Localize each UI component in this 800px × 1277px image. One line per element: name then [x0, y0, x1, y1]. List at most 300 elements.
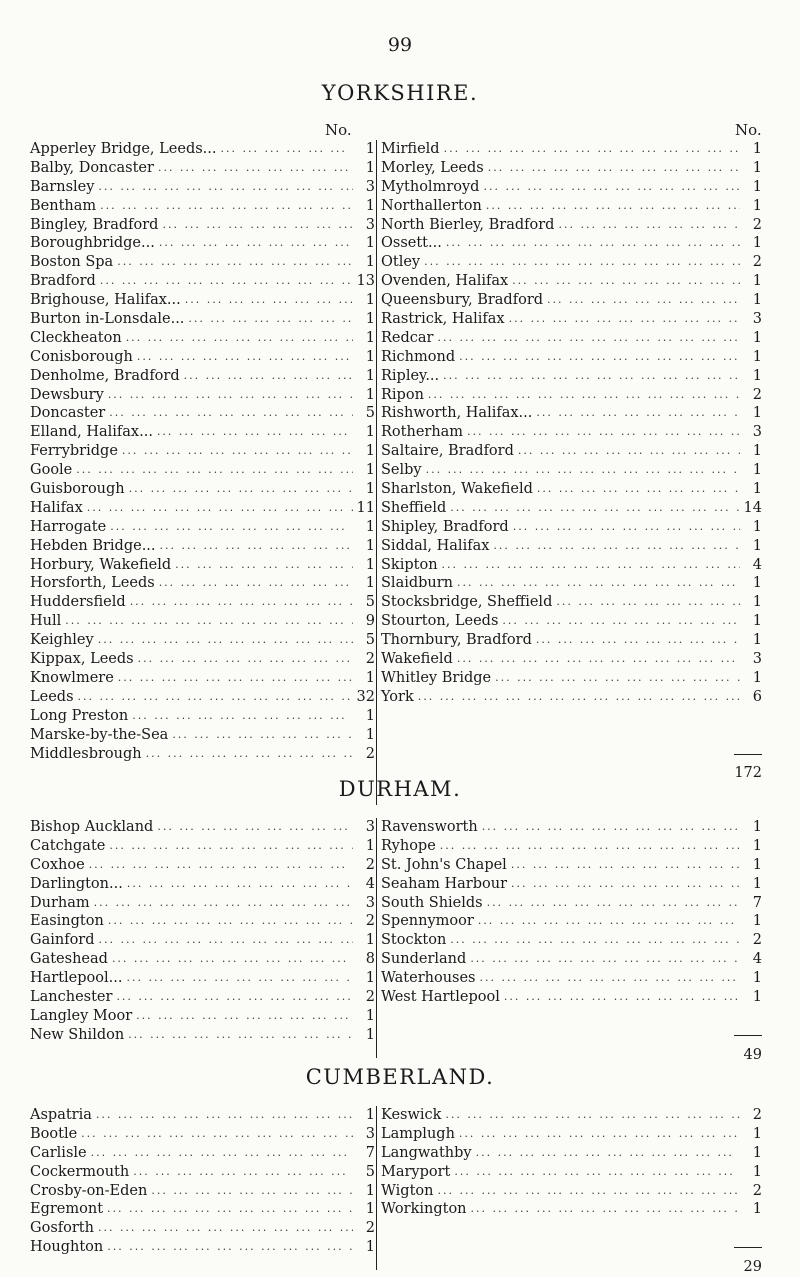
place-name: Queensbury, Bradford [381, 292, 544, 309]
count-value: 1 [752, 819, 762, 835]
leader-dots [94, 631, 353, 650]
place-name: Lanchester [30, 989, 113, 1006]
count-value: 2 [752, 386, 762, 403]
list-item [30, 499, 375, 518]
list-item [30, 1007, 375, 1026]
leader-dots [505, 310, 740, 329]
leader-dots [472, 1144, 740, 1163]
list-item [30, 631, 375, 650]
list-item [30, 159, 375, 178]
list-item [381, 442, 762, 461]
count-value: 7 [365, 1144, 375, 1161]
count-value: 1 [365, 159, 375, 176]
leader-dots [132, 1007, 353, 1026]
list-item [381, 423, 762, 442]
section-yorkshire [0, 78, 800, 782]
count-value: 3 [365, 1125, 375, 1142]
place-name: Workington [381, 1201, 467, 1218]
leader-dots [450, 1163, 740, 1182]
list-item [381, 556, 762, 575]
list-item [381, 291, 762, 310]
list-item [30, 1182, 375, 1201]
place-name: Cleckheaton [30, 329, 122, 346]
leader-dots [153, 818, 353, 837]
list-item [381, 574, 762, 593]
list-item [30, 1144, 375, 1163]
leader-dots [455, 1125, 740, 1144]
place-name: Thornbury, Bradford [381, 632, 532, 649]
leader-dots [476, 969, 741, 988]
list-item [381, 631, 762, 650]
list-item [381, 234, 762, 253]
list-item [381, 894, 762, 913]
list-item [30, 1125, 375, 1144]
place-name: Bishop Auckland [30, 819, 154, 835]
right-column [381, 140, 762, 783]
count-value: 1 [752, 518, 762, 535]
leader-dots [142, 745, 353, 764]
leader-dots [533, 480, 740, 499]
place-name: Carlisle [30, 1144, 87, 1161]
count-value: 1 [752, 159, 762, 176]
page-number: 99 [387, 34, 413, 56]
place-name: Aspatria [30, 1107, 92, 1123]
count-value: 1 [752, 613, 762, 630]
list-item [30, 745, 375, 764]
total-rule [381, 1238, 762, 1257]
leader-dots [422, 461, 740, 480]
place-name: Horbury, Wakefield [30, 556, 172, 573]
place-name: Langley Moor [30, 1007, 133, 1024]
list-item [381, 386, 762, 405]
place-name: Egremont [30, 1201, 104, 1218]
list-item [30, 612, 375, 631]
leader-dots [433, 329, 740, 348]
section-durham [0, 774, 800, 1063]
list-item [381, 912, 762, 931]
count-value: 1 [752, 443, 762, 460]
section-total: 49 [743, 1046, 762, 1063]
place-name: Coxhoe [30, 856, 85, 873]
place-name: Shipley, Bradford [381, 518, 509, 535]
list-item [381, 461, 762, 480]
list-item [30, 291, 375, 310]
leader-dots [424, 386, 740, 405]
leader-dots [87, 1144, 353, 1163]
count-value: 1 [752, 273, 762, 290]
place-name: Sheffield [381, 499, 447, 516]
place-name: Crosby-on-Eden [30, 1182, 148, 1199]
count-value: 5 [365, 594, 375, 611]
count-value: 2 [365, 745, 375, 762]
list-item [30, 1200, 375, 1219]
count-value: 1 [752, 405, 762, 422]
count-value: 1 [365, 367, 375, 384]
count-value: 1 [752, 367, 762, 384]
spacer [381, 1219, 762, 1238]
list-item [381, 1200, 762, 1219]
count-value: 2 [365, 651, 375, 668]
place-name: Rishworth, Halifax... [381, 405, 533, 422]
count-value: 1 [752, 178, 762, 195]
count-value: 1 [365, 141, 375, 157]
list-item [381, 1106, 762, 1125]
count-value: 1 [752, 481, 762, 498]
place-name: Marske-by-the-Sea [30, 726, 169, 743]
place-name: Keighley [30, 632, 94, 649]
place-name: Bootle [30, 1125, 78, 1142]
count-value: 1 [365, 329, 375, 346]
list-item [381, 688, 762, 707]
list-item [30, 1238, 375, 1257]
count-value: 1 [752, 575, 762, 592]
list-item [30, 442, 375, 461]
leader-dots [514, 442, 740, 461]
leader-dots [118, 442, 353, 461]
place-name: Leeds [30, 688, 74, 705]
count-value: 1 [365, 669, 375, 686]
place-name: Spennymoor [381, 913, 474, 930]
count-value: 1 [752, 1144, 762, 1161]
list-item [30, 688, 375, 707]
count-value: 2 [365, 856, 375, 873]
count-value: 3 [365, 894, 375, 911]
count-value: 1 [365, 932, 375, 949]
column-divider [376, 1106, 377, 1270]
place-name: Guisborough [30, 481, 125, 498]
leader-dots [108, 950, 353, 969]
count-value: 5 [365, 632, 375, 649]
total-rule [381, 745, 762, 764]
list-item [30, 707, 375, 726]
leader-dots [113, 253, 353, 272]
count-value: 2 [365, 913, 375, 930]
count-value: 1 [365, 424, 375, 441]
list-item [381, 348, 762, 367]
leader-dots [414, 688, 740, 707]
leader-dots [105, 404, 353, 423]
list-item [381, 950, 762, 969]
count-value: 4 [752, 556, 762, 573]
count-value: 2 [365, 989, 375, 1006]
right-column [381, 818, 762, 1065]
place-name: Ferrybridge [30, 443, 118, 460]
list-item [30, 178, 375, 197]
place-name: St. John's Chapel [381, 856, 507, 873]
place-name: Sharlston, Wakefield [381, 481, 533, 498]
list-item [381, 612, 762, 631]
list-item [381, 404, 762, 423]
count-value: 1 [752, 197, 762, 214]
place-name: Huddersfield [30, 594, 126, 611]
leader-dots [217, 140, 354, 159]
count-value: 1 [365, 726, 375, 743]
place-name: Bradford [30, 273, 96, 290]
count-value: 3 [365, 819, 375, 835]
count-value: 1 [365, 1239, 375, 1256]
leader-dots [491, 669, 740, 688]
leader-dots [171, 556, 353, 575]
list-item [381, 650, 762, 669]
leader-dots [155, 234, 353, 253]
list-item [30, 912, 375, 931]
list-item [381, 140, 762, 159]
place-name: Sunderland [381, 951, 467, 968]
leader-dots [154, 159, 353, 178]
list-item [30, 593, 375, 612]
count-value: 8 [365, 951, 375, 968]
count-value: 1 [752, 462, 762, 479]
leader-dots [114, 669, 353, 688]
place-name: Selby [381, 462, 422, 479]
leader-dots [104, 386, 353, 405]
place-name: West Hartlepool [381, 989, 500, 1006]
place-name: Northallerton [381, 197, 482, 214]
leader-dots [128, 707, 353, 726]
list-item [381, 1182, 762, 1201]
count-value: 6 [752, 688, 762, 705]
count-value: 1 [365, 462, 375, 479]
list-item [30, 537, 375, 556]
no-column-header: No. [325, 121, 352, 139]
list-item [30, 931, 375, 950]
leader-dots [455, 348, 740, 367]
place-name: South Shields [381, 894, 483, 911]
column-divider [376, 818, 377, 1058]
count-value: 1 [365, 1026, 375, 1043]
place-name: Halifax [30, 499, 83, 516]
leader-dots [106, 518, 353, 537]
total-rule [381, 1026, 762, 1045]
count-value: 32 [356, 688, 375, 705]
right-column [381, 1106, 762, 1277]
leader-dots [104, 912, 353, 931]
list-item [381, 480, 762, 499]
place-name: Horsforth, Leeds [30, 575, 155, 592]
count-value: 1 [365, 254, 375, 271]
leader-dots [440, 140, 740, 159]
list-item [30, 650, 375, 669]
list-item [381, 818, 762, 837]
place-name: Ovenden, Halifax [381, 273, 509, 290]
place-name: Gosforth [30, 1220, 94, 1237]
leader-dots [74, 688, 353, 707]
leader-dots [112, 988, 353, 1007]
place-name: Mytholmroyd [381, 178, 480, 195]
section-title: DURHAM. [338, 777, 462, 801]
count-value: 2 [752, 932, 762, 949]
leader-dots [123, 875, 353, 894]
list-item [381, 1125, 762, 1144]
list-item [381, 856, 762, 875]
list-item [381, 518, 762, 537]
list-item [381, 499, 762, 518]
leader-dots [498, 612, 740, 631]
list-item [381, 875, 762, 894]
leader-dots [126, 593, 353, 612]
count-value: 1 [365, 1107, 375, 1123]
list-item [381, 1144, 762, 1163]
count-value: 1 [752, 594, 762, 611]
list-item [30, 216, 375, 235]
count-value: 1 [365, 1182, 375, 1199]
list-item [30, 1026, 375, 1045]
count-value: 2 [752, 1182, 762, 1199]
left-column [30, 818, 375, 1045]
list-item [30, 140, 375, 159]
count-value: 1 [365, 970, 375, 987]
left-column [30, 1106, 375, 1257]
list-item [30, 367, 375, 386]
count-value: 3 [752, 311, 762, 328]
leader-dots [180, 367, 353, 386]
count-value: 1 [752, 669, 762, 686]
place-name: Apperley Bridge, Leeds... [30, 141, 217, 157]
list-item [381, 272, 762, 291]
leader-dots [438, 556, 740, 575]
count-value: 1 [365, 837, 375, 854]
leader-dots [156, 537, 353, 556]
count-value: 1 [752, 141, 762, 157]
list-item [381, 367, 762, 386]
place-name: Rotherham [381, 424, 464, 441]
place-name: Maryport [381, 1163, 451, 1180]
leader-dots [474, 912, 740, 931]
leader-dots [453, 650, 740, 669]
place-name: New Shildon [30, 1026, 125, 1043]
count-value: 1 [752, 970, 762, 987]
leader-dots [532, 631, 740, 650]
list-item [30, 253, 375, 272]
leader-dots [463, 423, 740, 442]
place-name: Slaidburn [381, 575, 454, 592]
leader-dots [489, 537, 740, 556]
place-name: Siddal, Halifax [381, 537, 490, 554]
count-value: 3 [752, 651, 762, 668]
count-value: 1 [365, 311, 375, 328]
list-item [30, 404, 375, 423]
leader-dots [479, 178, 740, 197]
leader-dots [153, 423, 353, 442]
list-item [30, 197, 375, 216]
leader-dots [436, 837, 740, 856]
leader-dots [554, 216, 740, 235]
section-title: CUMBERLAND. [305, 1065, 495, 1089]
count-value: 13 [356, 273, 375, 290]
leader-dots [507, 875, 740, 894]
place-name: Richmond [381, 348, 456, 365]
leader-dots [446, 931, 740, 950]
place-name: Ossett... [381, 235, 442, 252]
count-value: 5 [365, 405, 375, 422]
place-name: Stourton, Leeds [381, 613, 499, 630]
count-value: 11 [356, 499, 375, 516]
list-item [30, 480, 375, 499]
place-name: Barnsley [30, 178, 95, 195]
list-item [30, 837, 375, 856]
leader-dots [552, 593, 740, 612]
count-value: 4 [365, 875, 375, 892]
leader-dots [96, 197, 353, 216]
place-name: Denholme, Bradford [30, 367, 180, 384]
leader-dots [125, 480, 353, 499]
place-name: Mirfield [381, 141, 440, 157]
place-name: Burton in-Lonsdale... [30, 311, 185, 328]
leader-dots [96, 272, 353, 291]
list-item [30, 969, 375, 988]
count-value: 1 [752, 292, 762, 309]
place-name: Hull [30, 613, 62, 630]
place-name: Boroughbridge... [30, 235, 155, 252]
place-name: Ripon [381, 386, 424, 403]
list-item [30, 1163, 375, 1182]
place-name: Catchgate [30, 837, 106, 854]
list-item [30, 726, 375, 745]
list-item [30, 875, 375, 894]
count-value: 1 [365, 197, 375, 214]
no-column-header: No. [735, 121, 762, 139]
count-value: 1 [752, 989, 762, 1006]
leader-dots [420, 253, 740, 272]
leader-dots [90, 894, 353, 913]
list-item [381, 593, 762, 612]
count-value: 1 [752, 329, 762, 346]
section-title: YORKSHIRE. [321, 81, 479, 105]
count-value: 1 [752, 348, 762, 365]
leader-dots [155, 574, 353, 593]
list-item [30, 818, 375, 837]
section-cumberland [0, 1062, 800, 1276]
leader-dots [439, 367, 740, 386]
list-item [381, 969, 762, 988]
count-value: 1 [752, 913, 762, 930]
count-value: 1 [752, 875, 762, 892]
leader-dots [508, 272, 740, 291]
list-item [30, 1106, 375, 1125]
leader-dots [483, 894, 740, 913]
leader-dots [482, 197, 740, 216]
list-item [30, 234, 375, 253]
leader-dots [133, 348, 353, 367]
place-name: Morley, Leeds [381, 159, 484, 176]
list-item [30, 950, 375, 969]
leader-dots [158, 216, 353, 235]
count-value: 1 [365, 575, 375, 592]
count-value: 1 [365, 537, 375, 554]
count-value: 2 [752, 1107, 762, 1123]
leader-dots [122, 969, 353, 988]
place-name: Ryhope [381, 837, 436, 854]
place-name: York [381, 688, 414, 705]
spacer [381, 726, 762, 745]
count-value: 3 [365, 178, 375, 195]
place-name: Waterhouses [381, 970, 476, 987]
count-value: 1 [365, 348, 375, 365]
count-value: 1 [365, 443, 375, 460]
leader-dots [442, 234, 740, 253]
leader-dots [77, 1125, 353, 1144]
leader-dots [181, 291, 353, 310]
count-value: 2 [752, 216, 762, 233]
list-item [30, 461, 375, 480]
leader-dots [453, 574, 740, 593]
count-value: 1 [365, 292, 375, 309]
place-name: Brighouse, Halifax... [30, 292, 181, 309]
leader-dots [466, 950, 740, 969]
leader-dots [103, 1200, 353, 1219]
count-value: 1 [752, 235, 762, 252]
place-name: Balby, Doncaster [30, 159, 154, 176]
